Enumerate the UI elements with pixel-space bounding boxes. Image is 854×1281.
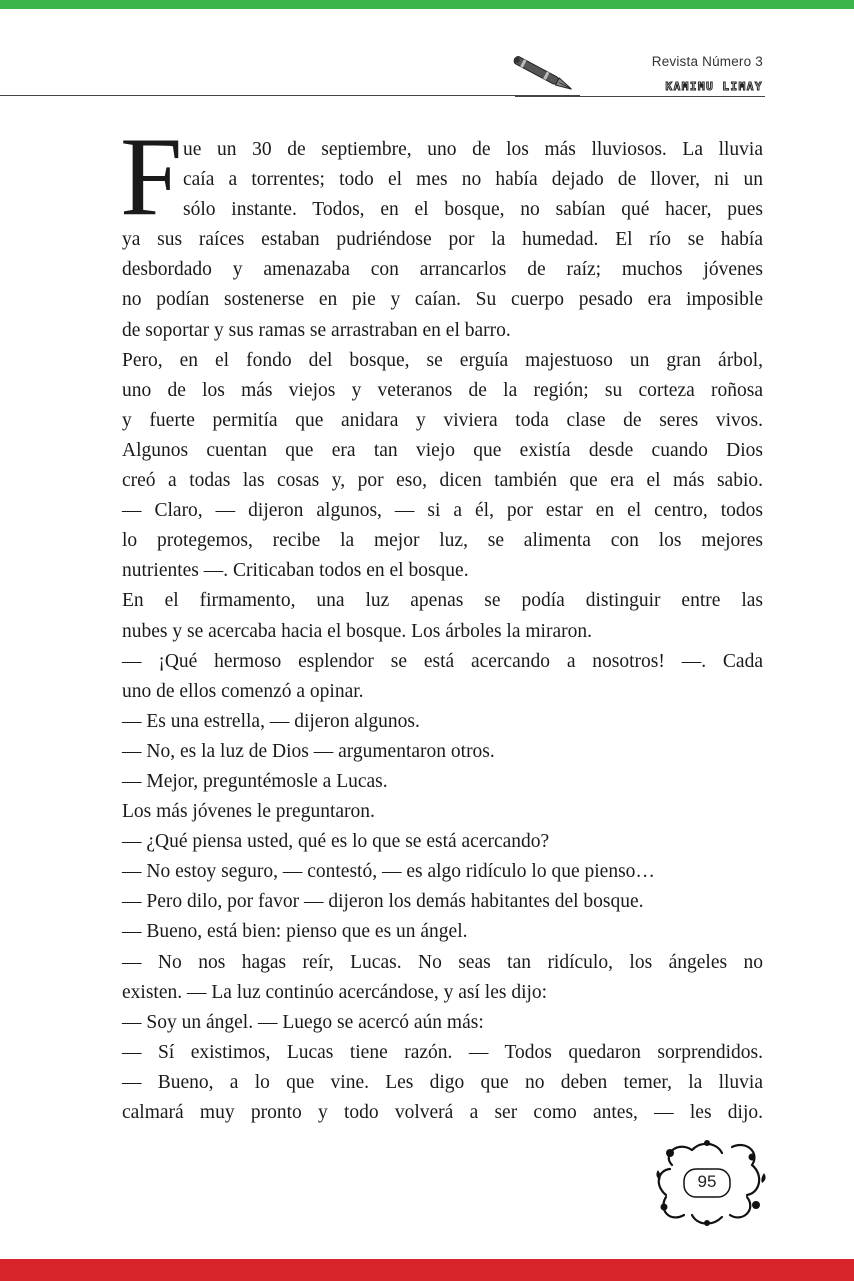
story-body [122,135,763,1128]
story-line: — Soy un ángel. — Luego se acercó aún más: [122,1011,484,1033]
story-line: desbordado y amenazaba con arrancarlos de raíz; muchos jóvenes [122,259,763,281]
story-line: nutrientes —. Criticaban todos en el bosque. [122,560,469,582]
story-line: — Sí existimos, Lucas tiene razón. — Todos quedaron sorprendidos. [122,1041,763,1063]
story-line: calmará muy pronto y todo volverá a ser como antes, — les dijo. [122,1102,763,1123]
story-line: — No, es la luz de Dios — argumentaron otros. [122,740,495,762]
story-line: y fuerte permitía que anidara y viviera toda clase de seres vivos. [122,409,763,431]
story-line: ue un 30 de septiembre, uno de los más lluviosos. La lluvia [183,139,763,160]
story-line: uno de los más viejos y veteranos de la región; su corteza roñosa [122,379,763,401]
story-line: Los más jóvenes le preguntaron. [122,801,375,823]
story-line: Algunos cuentan que era tan viejo que existía desde cuando Dios [122,439,763,461]
story-line: de soportar y sus ramas se arrastraban en el barro. [122,319,511,341]
story-line: ya sus raíces estaban pudriéndose por la humedad. El río se había [122,229,763,251]
story-line: caía a torrentes; todo el mes no había dejado de llover, ni un [183,169,763,191]
story-line: — Bueno, a lo que vine. Les digo que no deben temer, la lluvia [122,1071,763,1093]
magazine-brand: KAMIMU LIMAY [665,80,763,93]
story-line: uno de ellos comenzó a opinar. [122,680,364,702]
story-line: nubes y se acercaba hacia el bosque. Los árboles la miraron. [122,620,592,642]
story-line: — ¿Qué piensa usted, qué es lo que se está acercando? [122,831,550,853]
magazine-issue: Revista Número 3 [651,54,763,69]
story-line: Pero, en el fondo del bosque, se erguía majestuoso un gran árbol, [122,349,763,371]
story-line: lo protegemos, recibe la mejor luz, se alimenta con los mejores [122,530,763,552]
page-number: 95 [697,1172,717,1191]
story-line: — Bueno, está bien: pienso que es un ángel. [122,921,468,943]
drop-cap: F [120,115,183,239]
story-line: — Mejor, preguntémosle a Lucas. [122,770,388,792]
story-line: — No estoy seguro, — contestó, — es algo ridículo lo que pienso… [122,861,655,883]
story-line: — Pero dilo, por favor — dijeron los demás habitantes del bosque. [122,891,644,913]
story-line: — ¡Qué hermoso esplendor se está acercando a nosotros! —. Cada [122,650,763,672]
story-line: existen. — La luz continúo acercándose, y así les dijo: [122,981,548,1003]
top-accent-bar [0,0,854,9]
header-divider [0,95,580,96]
story-line: En el firmamento, una luz apenas se podía distinguir entre las [122,590,763,612]
story-line: no podían sostenerse en pie y caían. Su cuerpo pesado era imposible [122,289,763,311]
story-line: — Es una estrella, — dijeron algunos. [122,710,420,732]
story-line: — No nos hagas reír, Lucas. No seas tan ridículo, los ángeles no [122,951,763,973]
story-line: creó a todas las cosas y, por eso, dicen también que era el más sabio. [122,470,763,492]
story-line: — Claro, — dijeron algunos, — si a él, por estar en el centro, todos [122,500,763,522]
story-line: sólo instante. Todos, en el bosque, no sabían qué hacer, pues [183,199,763,221]
bottom-accent-bar [0,1259,854,1281]
fountain-pen-icon [505,50,585,100]
